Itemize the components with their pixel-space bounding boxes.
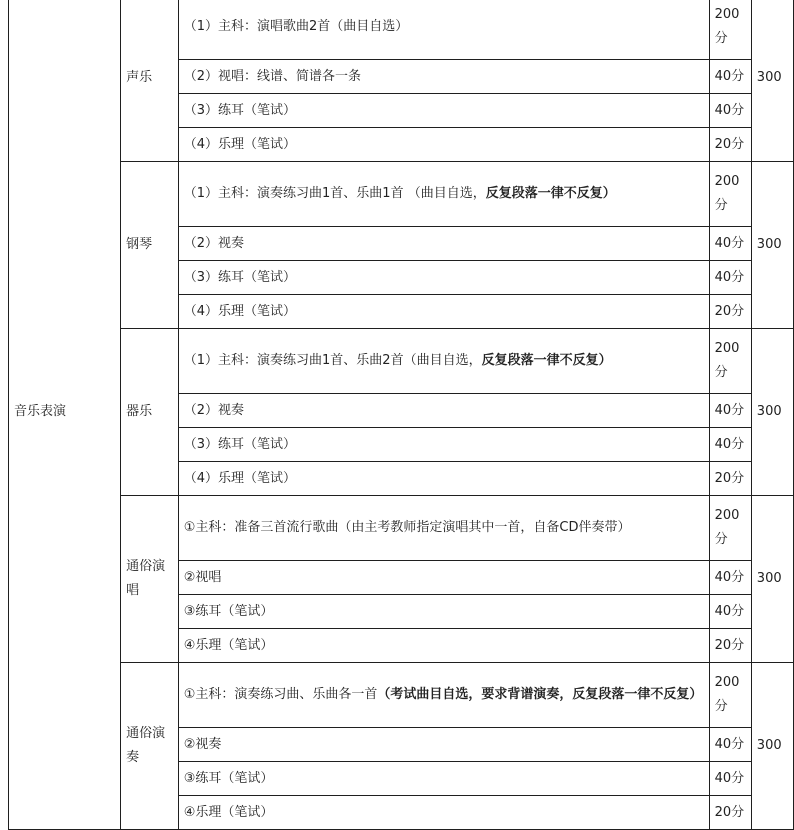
exam-subjects-table bbox=[8, 0, 794, 830]
exam-item-text: ③练耳（笔试） bbox=[183, 603, 274, 619]
exam-item-text: （2）视奏 bbox=[183, 235, 245, 251]
exam-item-cell bbox=[178, 629, 709, 663]
score-cell: 40分 bbox=[709, 94, 751, 128]
exam-item-cell bbox=[178, 128, 709, 162]
table-row bbox=[9, 496, 794, 561]
exam-item-text: （1）主科：演奏练习曲1首、乐曲2首（曲目自选， bbox=[183, 353, 482, 368]
score-cell: 200分 bbox=[709, 663, 751, 728]
exam-item-text: （3）练耳（笔试） bbox=[183, 269, 297, 285]
exam-item-text: ②视唱 bbox=[183, 569, 222, 585]
score-cell: 20分 bbox=[709, 796, 751, 830]
score-cell: 40分 bbox=[709, 561, 751, 595]
score-cell: 200分 bbox=[709, 162, 751, 227]
exam-item-cell bbox=[178, 261, 709, 295]
exam-item-cell bbox=[178, 94, 709, 128]
score-cell: 40分 bbox=[709, 428, 751, 462]
score-cell: 40分 bbox=[709, 60, 751, 94]
score-cell: 20分 bbox=[709, 629, 751, 663]
score-cell: 40分 bbox=[709, 261, 751, 295]
score-cell: 20分 bbox=[709, 462, 751, 496]
exam-item-text: （2）视唱：线谱、简谱各一条 bbox=[183, 68, 362, 84]
score-cell: 40分 bbox=[709, 394, 751, 428]
exam-item-text: ②视奏 bbox=[183, 736, 222, 752]
score-cell: 200分 bbox=[709, 0, 751, 60]
exam-item-text: （3）练耳（笔试） bbox=[183, 436, 297, 452]
exam-item-text: （1）主科：演唱歌曲2首（曲目自选） bbox=[183, 19, 409, 34]
exam-item-cell bbox=[178, 496, 709, 561]
total-score-cell: 300 bbox=[751, 496, 793, 663]
exam-item-text: ④乐理（笔试） bbox=[183, 637, 274, 653]
exam-item-cell bbox=[178, 796, 709, 830]
table-row bbox=[9, 329, 794, 394]
exam-item-text: （2）视奏 bbox=[183, 402, 245, 418]
exam-item-cell bbox=[178, 428, 709, 462]
exam-item-text: ①主科：准备三首流行歌曲（由主考教师指定演唱其中一首，自备CD伴奏带） bbox=[183, 520, 631, 535]
exam-item-cell bbox=[178, 728, 709, 762]
exam-item-text: （1）主科：演奏练习曲1首、乐曲1首 （曲目自选， bbox=[183, 186, 486, 201]
exam-item-text: ④乐理（笔试） bbox=[183, 804, 274, 820]
exam-item-cell bbox=[178, 595, 709, 629]
exam-item-cell bbox=[178, 462, 709, 496]
score-cell: 200分 bbox=[709, 329, 751, 394]
exam-item-cell bbox=[178, 162, 709, 227]
exam-item-cell bbox=[178, 60, 709, 94]
table-row bbox=[9, 663, 794, 728]
table-row bbox=[9, 0, 794, 60]
exam-item-cell bbox=[178, 394, 709, 428]
exam-item-text: （4）乐理（笔试） bbox=[183, 136, 297, 152]
score-cell: 40分 bbox=[709, 762, 751, 796]
exam-item-text: ①主科：演奏练习曲、乐曲各一首 bbox=[183, 687, 378, 702]
score-cell: 20分 bbox=[709, 295, 751, 329]
direction-cell: 通俗演奏 bbox=[121, 663, 179, 830]
total-score-cell: 300 bbox=[751, 0, 793, 162]
exam-item-cell bbox=[178, 227, 709, 261]
exam-item-text: （3）练耳（笔试） bbox=[183, 102, 297, 118]
exam-item-cell bbox=[178, 329, 709, 394]
exam-item-cell bbox=[178, 295, 709, 329]
table-body bbox=[9, 0, 794, 830]
exam-item-note: 反复段落一律不反复） bbox=[481, 353, 612, 368]
total-score-cell: 300 bbox=[751, 329, 793, 496]
table-row bbox=[9, 162, 794, 227]
total-score-cell: 300 bbox=[751, 663, 793, 830]
score-cell: 20分 bbox=[709, 128, 751, 162]
exam-item-cell bbox=[178, 762, 709, 796]
major-cell: 音乐表演 bbox=[9, 0, 121, 830]
direction-cell: 通俗演唱 bbox=[121, 496, 179, 663]
score-cell: 40分 bbox=[709, 227, 751, 261]
direction-cell: 器乐 bbox=[121, 329, 179, 496]
exam-item-note: （考试曲目自选，要求背谱演奏，反复段落一律不反复） bbox=[377, 687, 703, 702]
total-score-cell: 300 bbox=[751, 162, 793, 329]
direction-cell: 钢琴 bbox=[121, 162, 179, 329]
score-cell: 200分 bbox=[709, 496, 751, 561]
exam-item-cell bbox=[178, 561, 709, 595]
exam-item-text: （4）乐理（笔试） bbox=[183, 303, 297, 319]
exam-item-text: （4）乐理（笔试） bbox=[183, 470, 297, 486]
exam-item-cell bbox=[178, 663, 709, 728]
score-cell: 40分 bbox=[709, 728, 751, 762]
direction-cell: 声乐 bbox=[121, 0, 179, 162]
score-cell: 40分 bbox=[709, 595, 751, 629]
exam-item-note: 反复段落一律不反复） bbox=[485, 186, 616, 201]
exam-item-cell bbox=[178, 0, 709, 60]
exam-item-text: ③练耳（笔试） bbox=[183, 770, 274, 786]
